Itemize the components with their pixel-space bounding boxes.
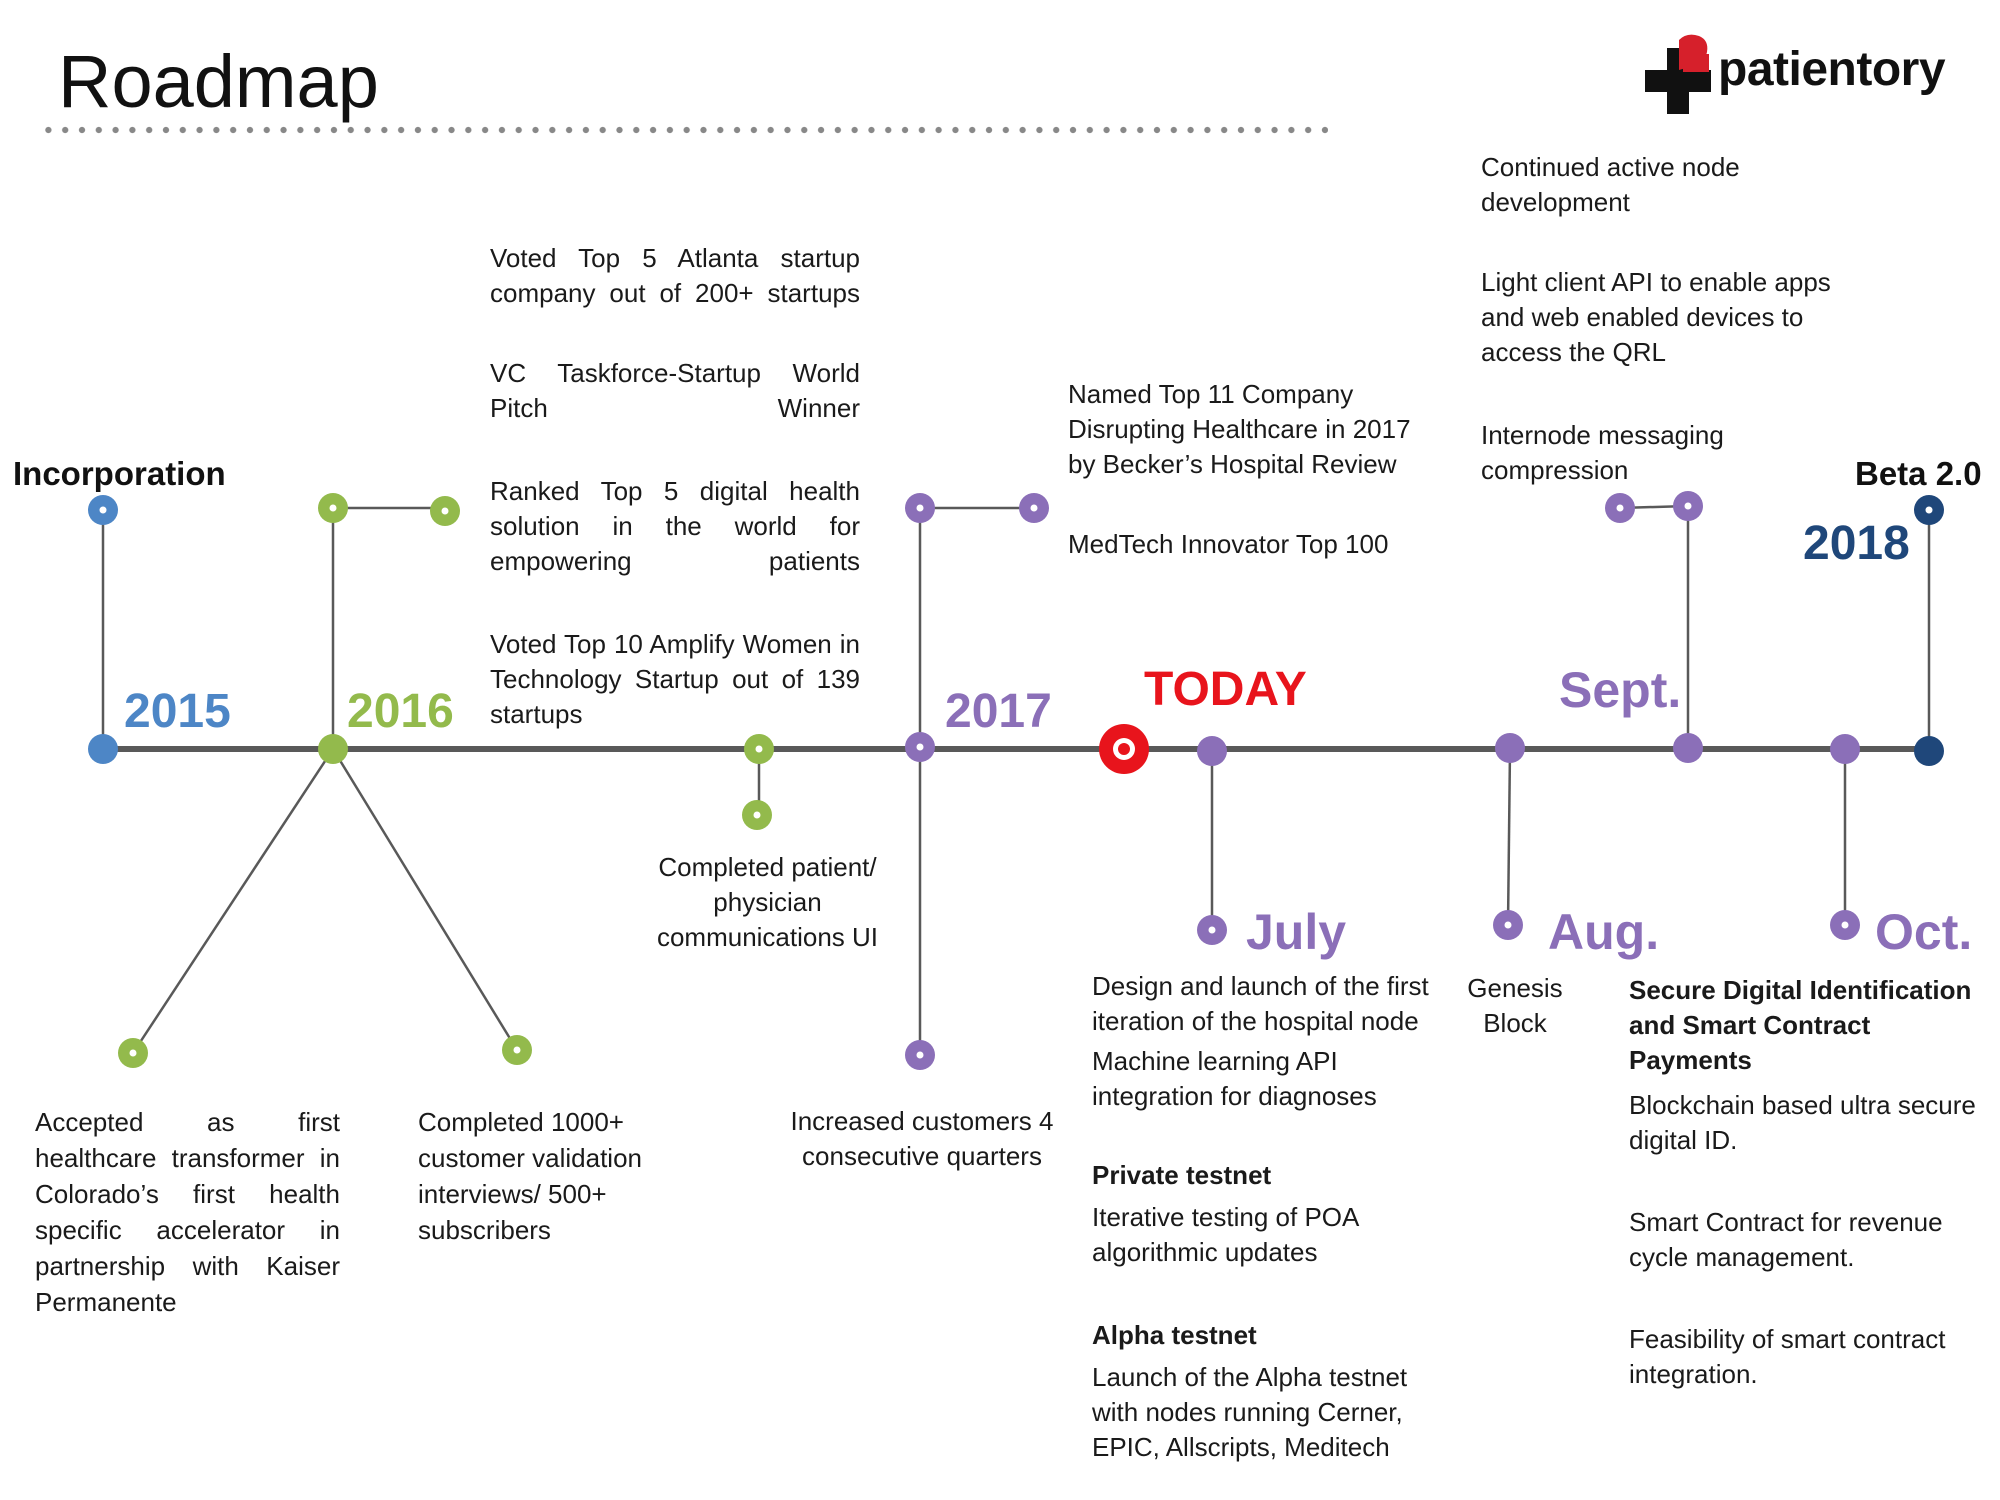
- month-sept: Sept.: [1559, 662, 1682, 718]
- note-interviews: Completed 1000+ customer validation interviews/ 500+ subscribers: [418, 1107, 642, 1245]
- note-node-dev: Continued active node development: [1481, 152, 1740, 217]
- note-amplify: Voted Top 10 Amplify Women in Technology Startup out of 139 startups: [490, 629, 860, 729]
- month-aug: Aug.: [1548, 904, 1660, 960]
- note-customers: Increased customers 4 consecutive quarters: [790, 1106, 1054, 1171]
- note-light-client: Light client API to enable apps and web enabled devices to access the QRL: [1481, 267, 1831, 367]
- note-private-testnet: Private testnet: [1092, 1160, 1272, 1190]
- milestone-2016-dot: [318, 734, 348, 764]
- milestone-sept-dot: [1673, 733, 1703, 763]
- milestone-2015-dot: [88, 734, 118, 764]
- milestone-oct-dot: [1830, 734, 1860, 764]
- note-smart-revenue: Smart Contract for revenue cycle management.: [1629, 1207, 1943, 1272]
- milestone-aug-dot: [1495, 733, 1525, 763]
- month-july: July: [1246, 904, 1347, 960]
- brand-name: patientory: [1718, 43, 1946, 96]
- year-2015: 2015: [124, 685, 231, 738]
- note-ranked: Ranked Top 5 digital health solution in the world for empowering patients: [490, 476, 860, 576]
- year-2018: 2018: [1803, 517, 1910, 570]
- note-secure-id: Secure Digital Identification and Smart Contract Payments: [1629, 975, 1972, 1075]
- page-title: Roadmap: [58, 40, 379, 123]
- note-atlanta: Voted Top 5 Atlanta startup company out of 200+ startups: [490, 243, 860, 308]
- month-oct: Oct.: [1875, 904, 1973, 960]
- today-label: TODAY: [1144, 663, 1307, 716]
- label-incorporation: Incorporation: [13, 455, 226, 492]
- milestone-2018-dot: [1914, 736, 1944, 766]
- label-beta: Beta 2.0: [1855, 455, 1982, 492]
- note-medtech: MedTech Innovator Top 100: [1068, 529, 1389, 559]
- note-hospital-node: Design and launch of the first iteration of the hospital node: [1092, 971, 1429, 1036]
- note-alpha-testnet: Alpha testnet: [1092, 1320, 1257, 1350]
- year-2016: 2016: [347, 685, 454, 738]
- note-poa: Iterative testing of POA algorithmic updates: [1092, 1202, 1358, 1267]
- note-vc: VC Taskforce-Startup World Pitch Winner: [490, 358, 860, 423]
- note-internode: Internode messaging compression: [1481, 420, 1724, 485]
- year-2017: 2017: [945, 685, 1052, 738]
- note-blockchain-id: Blockchain based ultra secure digital ID.: [1629, 1090, 1976, 1155]
- note-genesis: Genesis Block: [1467, 973, 1563, 1038]
- note-ui: Completed patient/ physician communications UI: [656, 852, 879, 952]
- note-becker: Named Top 11 Company Disrupting Healthcare in 2017 by Becker’s Hospital Review: [1068, 379, 1411, 479]
- milestone-july-dot: [1197, 736, 1227, 766]
- note-ml-api: Machine learning API integration for diagnoses: [1092, 1046, 1377, 1111]
- note-accelerator: Accepted as first healthcare transformer in Colorado’s first health specific accelerator in partnership with Kaiser Permanente: [35, 1107, 340, 1317]
- note-alpha-desc: Launch of the Alpha testnet with nodes running Cerner, EPIC, Allscripts, Meditech: [1092, 1362, 1408, 1462]
- note-feasibility: Feasibility of smart contract integration.: [1629, 1324, 1946, 1389]
